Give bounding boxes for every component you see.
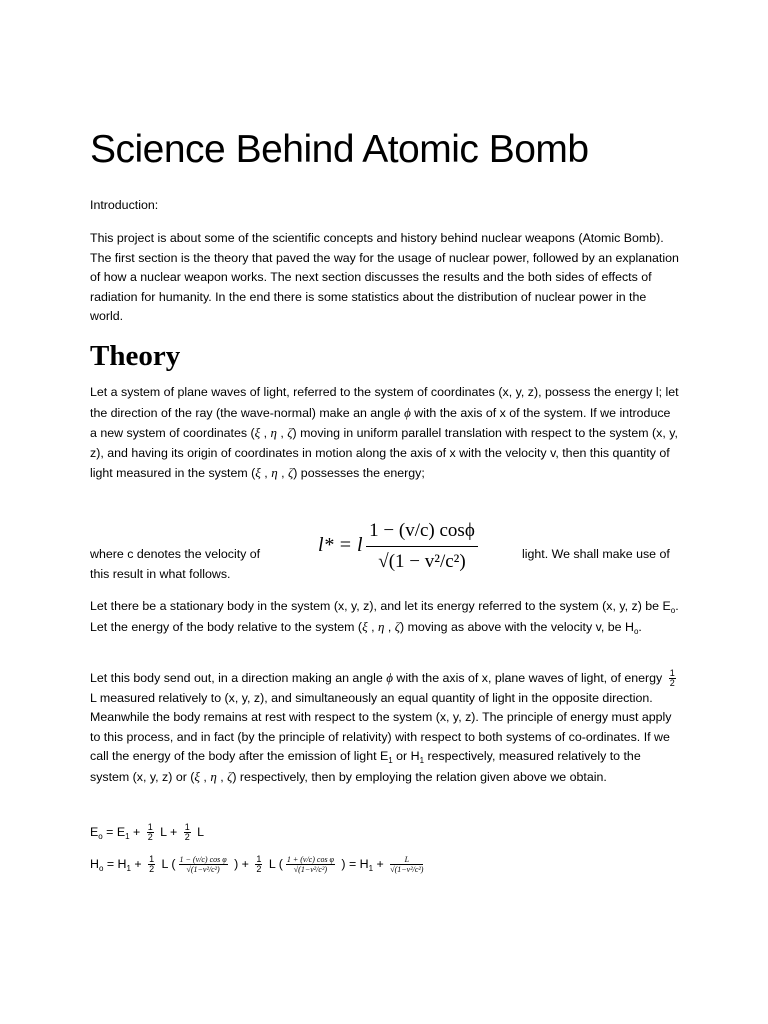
- zeta-symbol: ζ: [394, 618, 401, 634]
- half-num: 1: [184, 822, 190, 833]
- eq2-l-open: L (: [158, 857, 176, 871]
- fraction-1-den: √(1−v²/c²): [186, 865, 220, 875]
- energy-equation-h: [90, 855, 426, 875]
- p3-text-c: L measured relatively to (x, y, z), and simultaneously an equal quantity of light in the opposite direction. Meanwhile the body remains at rest with respect to the system (x, y, z). The principle of energy must apply to this process, and in fact (by the principle of relativity) with respect to both systems of co-ordinates. If we call the energy of the body after the emission of light E: [90, 690, 672, 763]
- p1-text-b: with the axis of x of the system. If we introduce a new system of coordinates (: [90, 405, 671, 440]
- eta-symbol: η: [271, 465, 278, 480]
- half-num: 1: [147, 822, 153, 833]
- subscript-o: o: [670, 606, 676, 615]
- half-fraction: [147, 823, 154, 842]
- eq2-close-plus: ) +: [230, 857, 253, 871]
- xi-symbol: ξ: [255, 465, 261, 480]
- phi-symbol: ϕ: [386, 670, 393, 685]
- subscript-1: 1: [388, 756, 393, 765]
- half-fraction: [255, 855, 262, 874]
- eq2-plus: +: [373, 857, 388, 871]
- eq2-h: H: [90, 857, 99, 871]
- subscript-1: 1: [419, 756, 425, 765]
- equation-denominator: √(1 − v²/c²): [378, 551, 466, 572]
- subscript-o: o: [98, 864, 104, 873]
- theory-heading: Theory: [90, 340, 181, 372]
- fraction-2-den: √(1−v²/c²): [293, 865, 328, 875]
- fraction-1-num: 1 − (v/c) cos φ: [179, 855, 227, 865]
- fraction-2: [286, 855, 335, 874]
- half-den: 2: [669, 678, 675, 689]
- half-den: 2: [149, 864, 155, 875]
- eq2-equals: = H: [103, 857, 127, 871]
- eq2-plus: +: [130, 857, 146, 871]
- half-fraction: [148, 855, 155, 874]
- energy-equation-e: $E_o = E_1$ + $\frac{1}{2}$ L + $\frac{1}{2}$ L: [90, 822, 205, 843]
- phi-symbol: ϕ: [404, 404, 411, 420]
- p2-text-b: . Let the energy of the body relative to the system (: [90, 599, 679, 634]
- p1-text-d: ) possesses the energy;: [293, 466, 425, 480]
- xi-symbol: ξ: [254, 425, 261, 440]
- fraction-2-num: 1 + (v/c) cos φ: [286, 855, 334, 865]
- intro-paragraph: This project is about some of the scientific concepts and history behind nuclear weapons (Atomic Bomb). The first section is the theory that paved the way for the usage of nuclear power, followed by an explanation of how a nuclear weapon works. The next section discusses the results and the both sides of effects of radiation for humanity. In the end there is some statistics about the distribution of nuclear power in the world.: [90, 231, 679, 323]
- fraction-3-den: √(1−v²/c²): [390, 865, 424, 875]
- zeta-symbol: ζ: [227, 768, 233, 784]
- where-line-2: this result in what follows.: [90, 567, 231, 581]
- intro-label: Introduction:: [90, 198, 159, 212]
- fraction-3-num: L: [390, 855, 423, 865]
- eta-symbol: η: [377, 618, 385, 634]
- eta-symbol: η: [210, 768, 217, 784]
- half-num: 1: [256, 854, 262, 865]
- eta-symbol: η: [270, 425, 277, 440]
- fraction-3: [390, 855, 423, 874]
- theory-paragraph-2: Let there be a stationary body in the system (x, y, z), and let its energy referred to the system (x, y, z) be $E_o$. Let the energy of the body relative to the system (ξ , η , ζ) moving as above with the velocity v, be $H_o$.: [90, 599, 679, 636]
- page-title: Science Behind Atomic Bomb: [90, 128, 589, 171]
- zeta-symbol: ζ: [287, 465, 294, 480]
- light-energy-equation: [318, 518, 478, 584]
- half-den: 2: [184, 832, 190, 843]
- equation-fraction: [366, 518, 478, 577]
- fraction-1: [179, 855, 228, 874]
- half-den: 2: [147, 832, 153, 843]
- subscript-1: 1: [126, 864, 131, 873]
- theory-paragraph-1: Let a system of plane waves of light, referred to the system of coordinates (x, y, z), possess the energy l; let the direction of the ray (the wave-normal) make an angle ϕ with the axis of x of the system. If we introduce a new system of coordinates (ξ , η , ζ) moving in uniform parallel translation with respect to the system (x, y, z), and having its origin of coordinates in motion along the axis of x with the velocity v, then this quantity of light measured in the system (ξ , η , ζ) possesses the energy;: [90, 385, 679, 480]
- where-right-text: light. We shall make use of: [522, 547, 670, 561]
- half-num: 1: [149, 854, 155, 865]
- p3-text-e: respectively, measured relatively to the system (x, y, z) or (: [90, 749, 641, 784]
- xi-symbol: ξ: [194, 768, 200, 784]
- equation-lhs: l* = l: [318, 534, 363, 556]
- p3-text-f: ) respectively, then by employing the relation given above we obtain.: [232, 769, 607, 784]
- p3-text-b: with the axis of x, plane waves of light, of energy: [392, 671, 666, 685]
- eq2-l-open: L (: [265, 857, 283, 871]
- zeta-symbol: ζ: [287, 425, 293, 440]
- p1-text-a: Let a system of plane waves of light, referred to the system of coordinates (x, y, z), possess the energy l; let the direction of the ray (the wave-normal) make an angle: [90, 385, 679, 420]
- xi-symbol: ξ: [362, 618, 368, 634]
- where-left-text: where c denotes the velocity of: [90, 547, 261, 561]
- equation-numerator: 1 − (v/c) cosϕ: [366, 518, 478, 547]
- subscript-o: o: [98, 832, 103, 841]
- theory-paragraph-3: Let this body send out, in a direction making an angle ϕ with the axis of x, plane waves of light, of energy $\frac{1}{2}$ L measured relatively to (x, y, z), and simultaneously an equal quantity of light in the opposite direction. Meanwhile the body remains at rest with respect to the system (x, y, z). The principle of energy must apply to this process, and in fact (by the principle of relativity) with respect to both systems of co-ordinates. If we call the energy of the body after the emission of light $E_1$ or $H_1$ respectively, measured relatively to the system (x, y, z) or (ξ , η , ζ) respectively, then by employing the relation given above we obtain.: [90, 668, 675, 784]
- p3-text-d: or H: [392, 749, 420, 763]
- p3-text-a: Let this body send out, in a direction making an angle: [90, 671, 387, 685]
- half-fraction: [184, 823, 191, 842]
- subscript-1: 1: [368, 864, 374, 873]
- half-fraction: [669, 669, 676, 688]
- p2-text-a: Let there be a stationary body in the system (x, y, z), and let its energy referred to the system (x, y, z) be E: [90, 599, 671, 613]
- half-num: 1: [669, 668, 675, 679]
- p1-text-c: ) moving in uniform parallel translation with respect to the system (x, y, z), and having its origin of coordinates in motion along the axis of x with the velocity v, then this quantity of light measured in the system (: [90, 426, 678, 480]
- eq2-close-equals: ) = H: [337, 857, 369, 871]
- half-den: 2: [256, 864, 262, 875]
- subscript-o: o: [633, 626, 639, 636]
- p2-end: .: [638, 619, 642, 634]
- subscript-1: 1: [125, 832, 130, 841]
- p2-text-c: ) moving as above with the velocity v, be H: [400, 619, 634, 634]
